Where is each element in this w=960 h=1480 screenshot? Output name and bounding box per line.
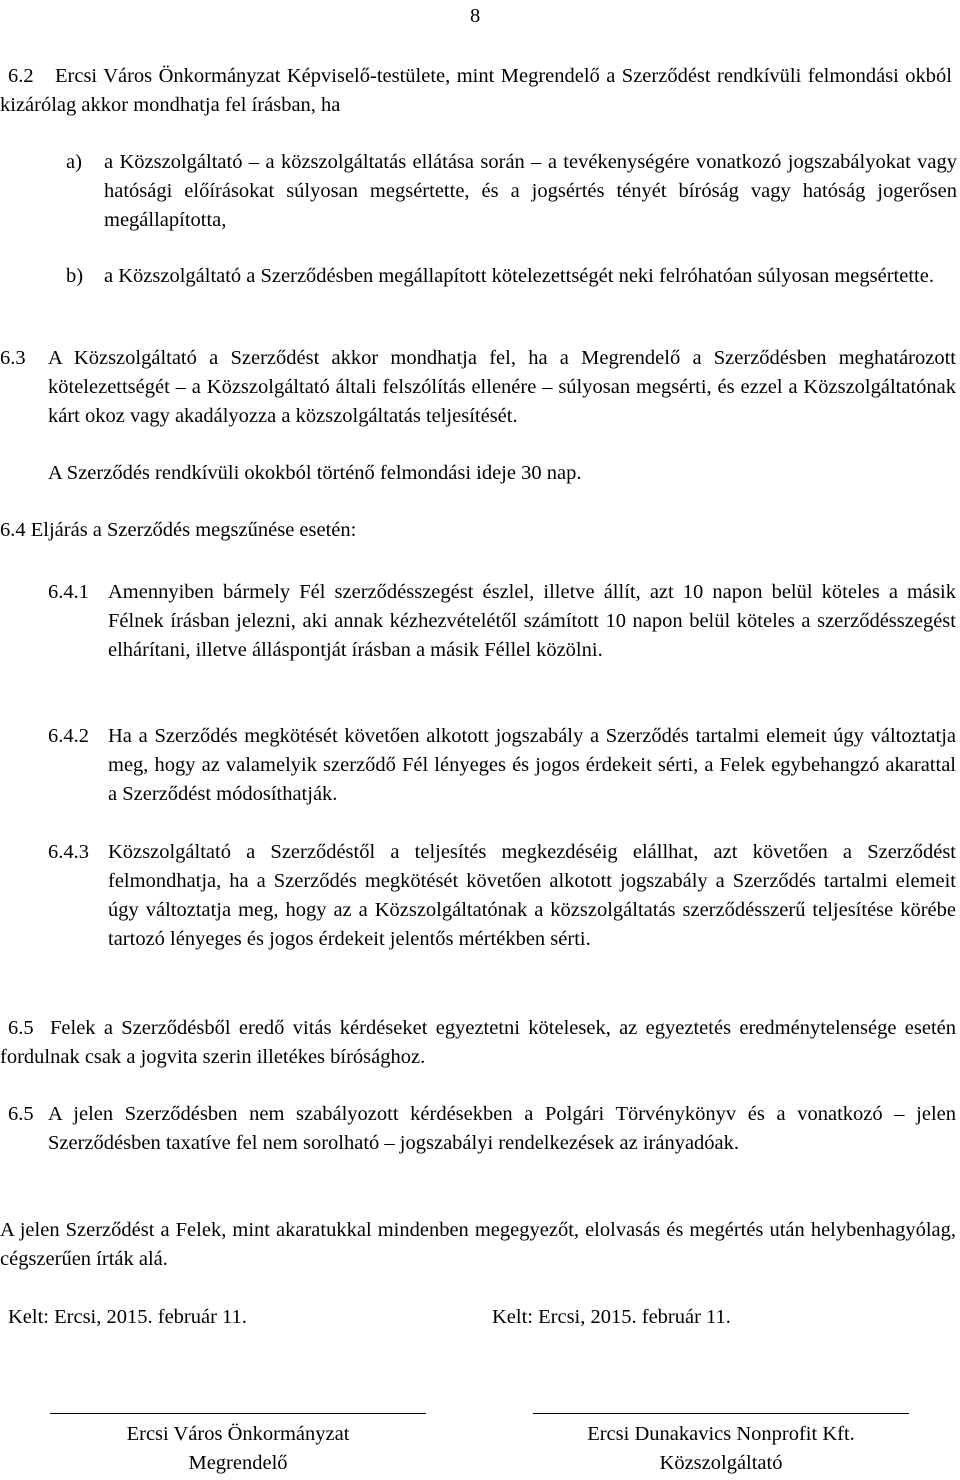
section-text: A Közszolgáltató a Szerződést akkor mondhatja fel, ha a Megrendelő a Szerződésben meghatározott kötelezettségét – a Közszolgáltató általi felszólítás ellenére – súlyosan megsérti, és ezzel a Közszolgáltatónak kárt okoz vagy akadályozza a közszolgáltatás teljesítését. (48, 347, 956, 427)
list-text: a Közszolgáltató a Szerződésben megállapított kötelezettségét neki felróhatóan súlyosan megsértette. (104, 265, 934, 287)
signer-role-left: Megrendelő (188, 1452, 288, 1474)
list-label: a) (66, 151, 82, 173)
section-text: Ercsi Város Önkormányzat Képviselő-testülete, mint Megrendelő a Szerződést rendkívüli felmondási okból kizárólag akkor mondhatja fel írásban, ha (0, 65, 952, 116)
section-number: 6.5 (8, 1017, 34, 1039)
section-number: 6.4.1 (48, 581, 89, 603)
section-text: Felek a Szerződésből eredő vitás kérdéseket egyeztetni kötelesek, az egyeztetés eredménytelensége esetén fordulnak csak a jogvita szerin illetékes bírósághoz. (0, 1017, 956, 1068)
signer-name-left: Ercsi Város Önkormányzat (126, 1423, 350, 1445)
section-text: Amennyiben bármely Fél szerződésszegést észlel, illetve állít, azt 10 napon belül köteles a másik Félnek írásban jelezni, aki annak kézhezvételétől számított 10 napon belül köteles a szerződésszegést elhárítani, illetve álláspontját írásban a másik Féllel közölni. (108, 581, 956, 661)
signer-role-right: Közszolgáltató (659, 1452, 783, 1474)
closing-paragraph: A jelen Szerződést a Felek, mint akaratukkal mindenben megegyezőt, elolvasás és megértés után helybenhagyólag, cégszerűen írták alá. (0, 1219, 956, 1270)
page-number: 8 (470, 5, 481, 27)
list-label: b) (66, 265, 84, 287)
section-number: 6.4.2 (48, 725, 89, 747)
signature-line-right (533, 1413, 909, 1414)
signature-line-left (50, 1413, 426, 1414)
section-number: 6.5 (8, 1103, 34, 1125)
kelt-left: Kelt: Ercsi, 2015. február 11. (8, 1306, 247, 1328)
list-text: a Közszolgáltató – a közszolgáltatás ellátása során – a tevékenységére vonatkozó jogszabályokat vagy hatósági előírásokat súlyosan megsértette, és a jogsértés tényét bíróság vagy hatóság jogerősen megállapította, (104, 151, 957, 231)
section-text: Közszolgáltató a Szerződéstől a teljesítés megkezdéséig elállhat, azt követően a Szerződést felmondhatja, ha a Szerződés megkötését követően alkotott jogszabály a Szerződés tartalmi elemeit úgy változtatja meg, hogy az a Közszolgáltatónak a közszolgáltatás szerződésszerű teljesítése körébe tartozó lényeges és jogos érdekeit jelentős mértékben sérti. (108, 841, 956, 950)
section-number: 6.2 (8, 65, 34, 87)
section-text: Ha a Szerződés megkötését követően alkotott jogszabály a Szerződés tartalmi elemeit úgy változtatja meg, hogy az valamelyik szerződő Fél lényeges és jogos érdekeit sérti, a Felek egybehangzó akarattal a Szerződést módosíthatják. (108, 725, 956, 805)
section-note: A Szerződés rendkívüli okokból történő felmondási ideje 30 nap. (48, 462, 582, 484)
section-number: 6.3 (0, 347, 26, 369)
kelt-right: Kelt: Ercsi, 2015. február 11. (492, 1306, 731, 1328)
signer-name-right: Ercsi Dunakavics Nonprofit Kft. (587, 1423, 855, 1445)
section-6-4-heading: 6.4 Eljárás a Szerződés megszűnése esetén: (0, 519, 357, 541)
section-number: 6.4.3 (48, 841, 89, 863)
section-text: A jelen Szerződésben nem szabályozott kérdésekben a Polgári Törvénykönyv és a vonatkozó – jelen Szerződésben taxatíve fel nem sorolható – jogszabályi rendelkezések az irányadóak. (48, 1103, 956, 1154)
